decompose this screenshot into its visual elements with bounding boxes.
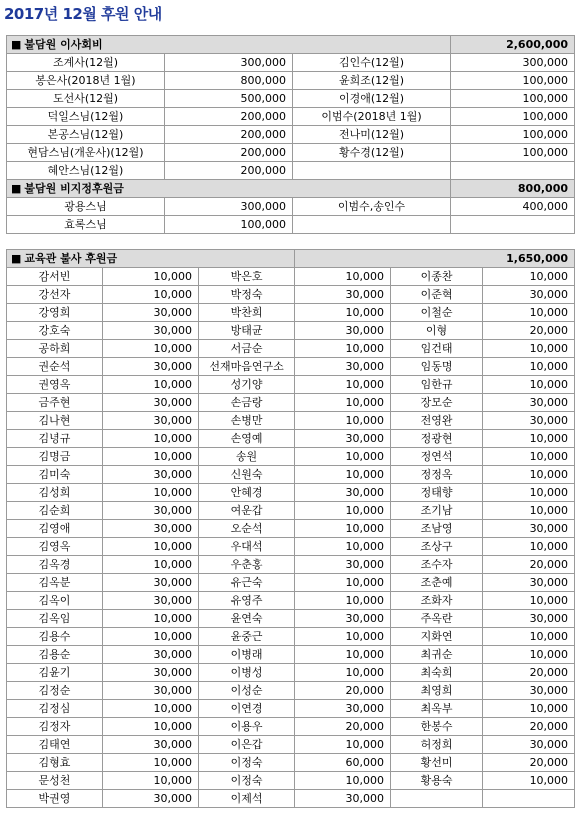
donor-name: 감서빈 (7, 268, 103, 286)
donation-amount: 300,000 (165, 54, 293, 72)
donor-name: 이형 (391, 322, 483, 340)
donation-amount: 10,000 (483, 340, 575, 358)
donation-amount: 20,000 (483, 322, 575, 340)
donation-amount: 30,000 (483, 736, 575, 754)
donor-name: 김윤기 (7, 664, 103, 682)
table-row (7, 520, 575, 538)
donation-amount: 30,000 (103, 304, 199, 322)
donation-amount: 10,000 (103, 628, 199, 646)
table-row (7, 736, 575, 754)
donor-name: 황선미 (391, 754, 483, 772)
donation-amount: 10,000 (483, 700, 575, 718)
donation-amount: 20,000 (295, 718, 391, 736)
donor-name: 이철순 (391, 304, 483, 322)
table-row (7, 108, 575, 126)
table-row (7, 538, 575, 556)
donor-name: 김미숙 (7, 466, 103, 484)
donor-name: 김명금 (7, 448, 103, 466)
donor-name: 강선자 (7, 286, 103, 304)
donor-name: 김정자 (7, 718, 103, 736)
donation-amount: 200,000 (165, 126, 293, 144)
donation-amount: 200,000 (165, 162, 293, 180)
table-row (7, 484, 575, 502)
donor-name: 오순석 (199, 520, 295, 538)
table-row (7, 198, 575, 216)
table-row (7, 358, 575, 376)
donation-amount: 10,000 (295, 772, 391, 790)
table-row (7, 754, 575, 772)
table-row (7, 322, 575, 340)
donation-amount: 100,000 (451, 108, 575, 126)
donor-name: 권영옥 (7, 376, 103, 394)
square-bullet-icon: ■ (11, 37, 22, 51)
table-row (7, 340, 575, 358)
table-row (7, 412, 575, 430)
section-label: 교육관 불사 후원금 (24, 251, 118, 265)
donor-name: 금주현 (7, 394, 103, 412)
donor-name: 김녕규 (7, 430, 103, 448)
donor-name: 이정숙 (199, 754, 295, 772)
donation-amount: 30,000 (103, 790, 199, 808)
donation-amount: 10,000 (103, 340, 199, 358)
donation-amount: 20,000 (483, 556, 575, 574)
donor-name: 광용스님 (7, 198, 165, 216)
donor-name: 임건태 (391, 340, 483, 358)
donor-name: 이경애(12월) (293, 90, 451, 108)
donation-amount: 30,000 (483, 286, 575, 304)
table-row (7, 268, 575, 286)
donor-name: 임동명 (391, 358, 483, 376)
square-bullet-icon: ■ (11, 251, 22, 265)
donation-amount: 10,000 (295, 574, 391, 592)
donor-name: 김영애 (7, 520, 103, 538)
donor-name: 황용숙 (391, 772, 483, 790)
donation-amount (451, 162, 575, 180)
donor-name: 최숙희 (391, 664, 483, 682)
donation-amount: 10,000 (295, 592, 391, 610)
donation-amount: 10,000 (103, 610, 199, 628)
donor-name: 김나현 (7, 412, 103, 430)
section-header (7, 180, 575, 198)
donation-amount: 30,000 (103, 592, 199, 610)
donor-name: 지화연 (391, 628, 483, 646)
donation-amount: 100,000 (451, 126, 575, 144)
donation-amount: 30,000 (295, 286, 391, 304)
donation-amount: 10,000 (483, 448, 575, 466)
donor-name: 강호숙 (7, 322, 103, 340)
donation-amount: 30,000 (103, 412, 199, 430)
donation-amount: 10,000 (295, 376, 391, 394)
donation-amount: 10,000 (103, 376, 199, 394)
donation-amount: 30,000 (295, 322, 391, 340)
donation-amount: 200,000 (165, 108, 293, 126)
donor-name: 정광현 (391, 430, 483, 448)
donor-name: 본공스님(12월) (7, 126, 165, 144)
donor-name: 최귀순 (391, 646, 483, 664)
table-row (7, 664, 575, 682)
section-label: 불담원 비지정후원금 (24, 181, 124, 195)
donation-amount: 10,000 (483, 772, 575, 790)
donation-amount: 10,000 (483, 268, 575, 286)
donation-amount: 30,000 (295, 610, 391, 628)
donor-name: 도선사(12월) (7, 90, 165, 108)
donor-name: 문성천 (7, 772, 103, 790)
donor-name (391, 790, 483, 808)
donor-name: 강영희 (7, 304, 103, 322)
donor-name: 이연경 (199, 700, 295, 718)
donation-amount: 30,000 (483, 394, 575, 412)
donation-amount: 100,000 (451, 72, 575, 90)
donation-amount: 30,000 (295, 700, 391, 718)
donation-amount: 100,000 (451, 90, 575, 108)
donor-name: 최옥부 (391, 700, 483, 718)
donor-name: 이정숙 (199, 772, 295, 790)
donation-amount: 30,000 (295, 484, 391, 502)
donation-amount: 20,000 (295, 682, 391, 700)
donor-name: 송원 (199, 448, 295, 466)
donation-amount: 30,000 (295, 790, 391, 808)
square-bullet-icon: ■ (11, 181, 22, 195)
donation-amount: 10,000 (483, 376, 575, 394)
education-hall-donation-table (6, 249, 575, 808)
donation-amount: 10,000 (483, 304, 575, 322)
donation-amount: 30,000 (103, 394, 199, 412)
table-row (7, 144, 575, 162)
donation-amount: 30,000 (103, 466, 199, 484)
donor-name: 정연석 (391, 448, 483, 466)
donation-amount: 10,000 (295, 664, 391, 682)
donor-name: 조상구 (391, 538, 483, 556)
table-row (7, 286, 575, 304)
table-row (7, 646, 575, 664)
donation-amount: 10,000 (295, 466, 391, 484)
donation-amount: 10,000 (103, 286, 199, 304)
section-total: 2,600,000 (451, 36, 575, 54)
donor-name: 황수경(12월) (293, 144, 451, 162)
donor-name: 권순석 (7, 358, 103, 376)
table-row (7, 54, 575, 72)
donor-name: 효록스님 (7, 216, 165, 234)
donor-name: 주옥란 (391, 610, 483, 628)
donor-name: 조기남 (391, 502, 483, 520)
donor-name: 박은호 (199, 268, 295, 286)
donation-amount: 10,000 (103, 448, 199, 466)
table-row (7, 790, 575, 808)
donation-amount: 20,000 (483, 664, 575, 682)
donor-name: 우대석 (199, 538, 295, 556)
donation-amount: 10,000 (483, 646, 575, 664)
donor-name: 김순희 (7, 502, 103, 520)
donation-amount: 10,000 (103, 754, 199, 772)
table-row (7, 394, 575, 412)
donor-name: 김성희 (7, 484, 103, 502)
table-row (7, 592, 575, 610)
donor-name: 김형효 (7, 754, 103, 772)
donor-name: 손금랑 (199, 394, 295, 412)
donor-name: 조춘예 (391, 574, 483, 592)
donor-name: 이성순 (199, 682, 295, 700)
donor-name: 여운갑 (199, 502, 295, 520)
donor-name: 공하희 (7, 340, 103, 358)
table-row (7, 466, 575, 484)
donor-name: 혜안스님(12월) (7, 162, 165, 180)
donor-name: 김정심 (7, 700, 103, 718)
donor-name: 전나미(12월) (293, 126, 451, 144)
donation-amount: 30,000 (295, 358, 391, 376)
donor-name: 이병래 (199, 646, 295, 664)
donor-name: 조화자 (391, 592, 483, 610)
table-row (7, 700, 575, 718)
donor-name: 김옥경 (7, 556, 103, 574)
donation-amount: 10,000 (483, 538, 575, 556)
donation-amount: 30,000 (103, 358, 199, 376)
donor-name: 조남영 (391, 520, 483, 538)
donor-name: 김영옥 (7, 538, 103, 556)
donor-name: 이준혁 (391, 286, 483, 304)
table-row (7, 718, 575, 736)
donor-name: 김옥임 (7, 610, 103, 628)
donor-name: 우춘홍 (199, 556, 295, 574)
donor-name: 김용수 (7, 628, 103, 646)
table-row (7, 772, 575, 790)
donation-amount: 20,000 (483, 754, 575, 772)
table-row (7, 628, 575, 646)
donor-name: 박찬희 (199, 304, 295, 322)
table-row (7, 126, 575, 144)
donation-amount: 10,000 (103, 700, 199, 718)
donor-name: 서금순 (199, 340, 295, 358)
donor-name: 손영예 (199, 430, 295, 448)
donation-amount: 30,000 (103, 520, 199, 538)
donor-name: 이병성 (199, 664, 295, 682)
donor-name: 전영완 (391, 412, 483, 430)
donation-amount: 10,000 (295, 304, 391, 322)
donor-name: 이종찬 (391, 268, 483, 286)
donor-name: 손병만 (199, 412, 295, 430)
donation-amount: 20,000 (483, 718, 575, 736)
donation-amount (451, 216, 575, 234)
section-total: 800,000 (451, 180, 575, 198)
donation-amount: 30,000 (295, 430, 391, 448)
donation-amount: 10,000 (295, 646, 391, 664)
donation-amount: 30,000 (103, 574, 199, 592)
donation-amount: 10,000 (483, 466, 575, 484)
donation-amount: 30,000 (103, 736, 199, 754)
donor-name: 봉은사(2018년 1월) (7, 72, 165, 90)
donation-amount: 30,000 (103, 646, 199, 664)
donor-name: 이은갑 (199, 736, 295, 754)
donor-name: 장모순 (391, 394, 483, 412)
donor-name: 윤중근 (199, 628, 295, 646)
donor-name: 윤연숙 (199, 610, 295, 628)
donor-name (293, 216, 451, 234)
donation-amount: 300,000 (165, 198, 293, 216)
table-row (7, 90, 575, 108)
donation-amount: 10,000 (103, 484, 199, 502)
section-label: 불담원 이사회비 (24, 37, 103, 51)
donation-amount: 30,000 (295, 556, 391, 574)
table-row (7, 430, 575, 448)
donor-name: 김태연 (7, 736, 103, 754)
donation-amount: 10,000 (295, 736, 391, 754)
table-row (7, 610, 575, 628)
donation-amount: 10,000 (295, 448, 391, 466)
donor-name: 박권영 (7, 790, 103, 808)
table-row (7, 304, 575, 322)
donation-amount: 30,000 (483, 520, 575, 538)
donor-name: 정태향 (391, 484, 483, 502)
page-title: 2017년 12월 후원 안내 (4, 5, 162, 23)
section-title (7, 180, 451, 198)
table-row (7, 502, 575, 520)
donor-name: 신원숙 (199, 466, 295, 484)
donation-amount: 30,000 (103, 322, 199, 340)
donation-amount: 30,000 (483, 412, 575, 430)
table-row (7, 72, 575, 90)
table-row (7, 448, 575, 466)
donation-amount: 30,000 (483, 682, 575, 700)
donor-name: 김정순 (7, 682, 103, 700)
donation-amount: 300,000 (451, 54, 575, 72)
donor-name: 방태균 (199, 322, 295, 340)
donor-name: 김용순 (7, 646, 103, 664)
donor-name: 유근숙 (199, 574, 295, 592)
donation-amount: 400,000 (451, 198, 575, 216)
donor-name: 박정숙 (199, 286, 295, 304)
donor-name: 임한규 (391, 376, 483, 394)
donor-name: 윤희조(12월) (293, 72, 451, 90)
donation-amount: 30,000 (103, 502, 199, 520)
donation-amount: 100,000 (451, 144, 575, 162)
donation-amount: 10,000 (295, 412, 391, 430)
donation-amount: 30,000 (483, 574, 575, 592)
table-row (7, 376, 575, 394)
donation-amount: 10,000 (295, 628, 391, 646)
donor-name: 선재마음연구소 (199, 358, 295, 376)
donation-amount: 10,000 (483, 502, 575, 520)
donation-amount: 800,000 (165, 72, 293, 90)
donor-name: 덕일스님(12월) (7, 108, 165, 126)
donor-name: 최영희 (391, 682, 483, 700)
table-row (7, 574, 575, 592)
donation-amount: 30,000 (103, 664, 199, 682)
donor-name: 허정희 (391, 736, 483, 754)
donation-amount: 60,000 (295, 754, 391, 772)
donation-amount: 10,000 (295, 394, 391, 412)
donor-name (293, 162, 451, 180)
donor-name: 현담스님(개운사)(12월) (7, 144, 165, 162)
donor-name: 이용우 (199, 718, 295, 736)
donation-amount: 10,000 (103, 718, 199, 736)
donor-name: 안혜경 (199, 484, 295, 502)
table-row (7, 216, 575, 234)
board-dues-table (6, 35, 575, 234)
donation-amount: 10,000 (295, 538, 391, 556)
section-total: 1,650,000 (295, 250, 575, 268)
section-header (7, 36, 575, 54)
donation-amount: 30,000 (103, 682, 199, 700)
donor-name: 김인수(12월) (293, 54, 451, 72)
donor-name: 정정옥 (391, 466, 483, 484)
donor-name: 이범수,송인수 (293, 198, 451, 216)
donor-name: 조계사(12월) (7, 54, 165, 72)
donation-amount: 500,000 (165, 90, 293, 108)
donation-amount: 10,000 (483, 592, 575, 610)
section-title (7, 250, 295, 268)
donation-amount: 10,000 (295, 268, 391, 286)
donation-amount: 10,000 (103, 556, 199, 574)
donation-amount: 200,000 (165, 144, 293, 162)
donor-name: 성기양 (199, 376, 295, 394)
donation-amount (483, 790, 575, 808)
donation-amount: 10,000 (295, 502, 391, 520)
donor-name: 김옥이 (7, 592, 103, 610)
donation-amount: 10,000 (103, 430, 199, 448)
donation-amount: 10,000 (483, 484, 575, 502)
donation-amount: 10,000 (483, 628, 575, 646)
donor-name: 이제석 (199, 790, 295, 808)
donor-name: 김옥분 (7, 574, 103, 592)
donor-name: 이범수(2018년 1월) (293, 108, 451, 126)
donor-name: 유영주 (199, 592, 295, 610)
section-header (7, 250, 575, 268)
donation-amount: 10,000 (483, 358, 575, 376)
donation-amount: 10,000 (295, 520, 391, 538)
donation-amount: 10,000 (295, 340, 391, 358)
donation-amount: 100,000 (165, 216, 293, 234)
donation-amount: 10,000 (103, 268, 199, 286)
donation-amount: 10,000 (103, 538, 199, 556)
donation-amount: 10,000 (483, 430, 575, 448)
donation-amount: 10,000 (103, 772, 199, 790)
table-row (7, 556, 575, 574)
donor-name: 조수자 (391, 556, 483, 574)
table-row (7, 162, 575, 180)
table-row (7, 682, 575, 700)
donor-name: 한봉수 (391, 718, 483, 736)
section-title (7, 36, 451, 54)
donation-amount: 30,000 (483, 610, 575, 628)
